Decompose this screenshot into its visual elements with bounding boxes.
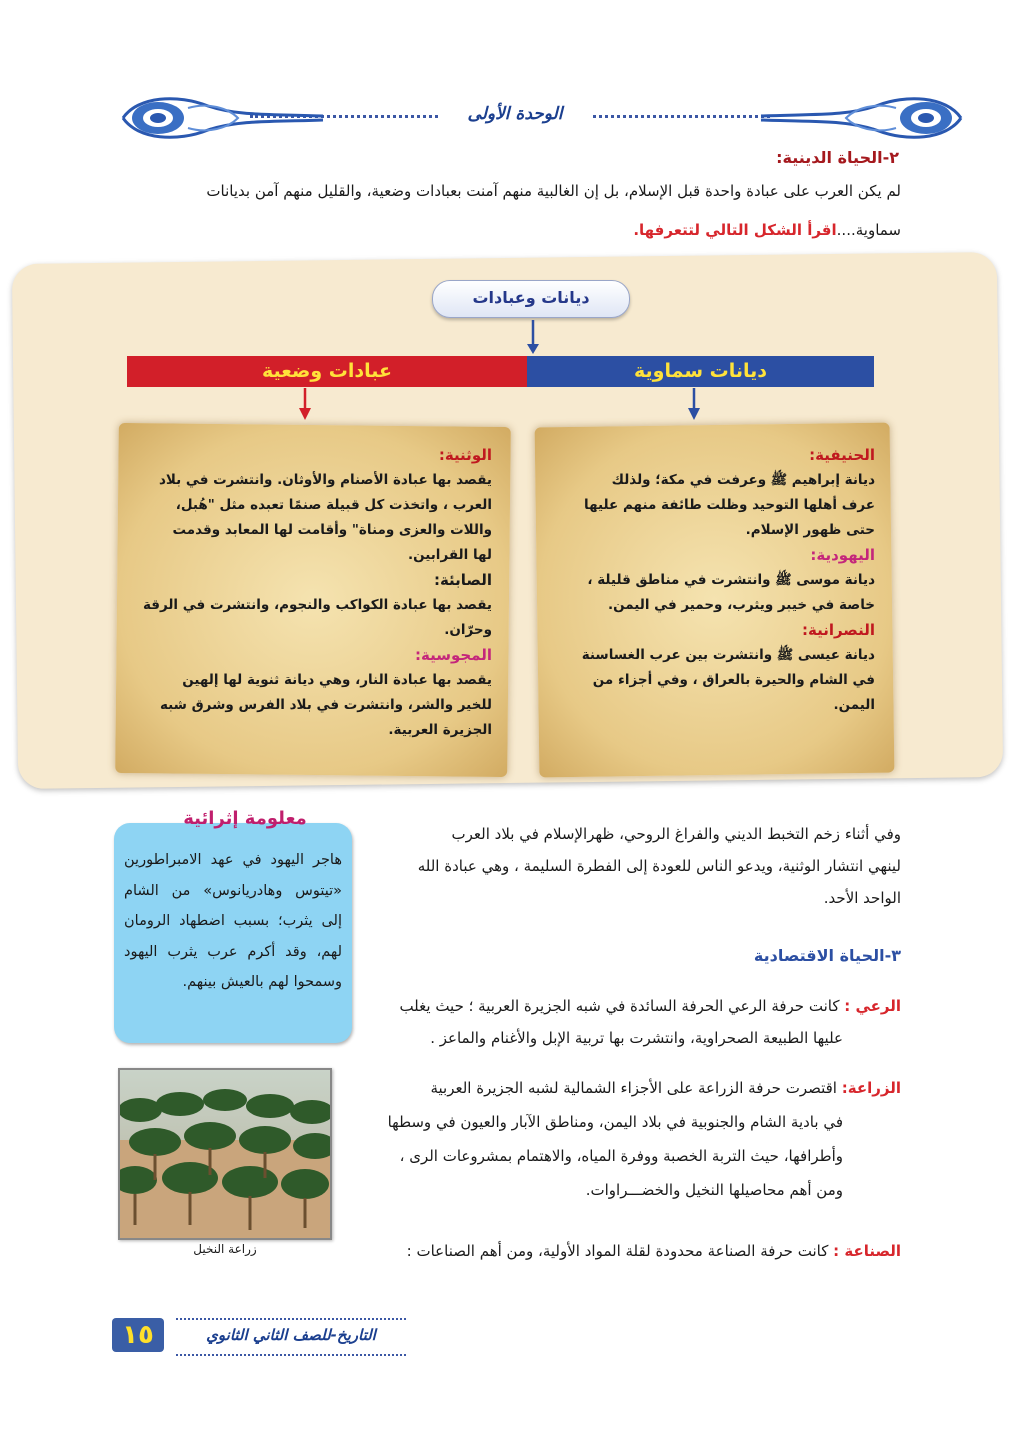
hanifiyya-title: الحنيفية: bbox=[809, 446, 875, 464]
christianity-line: ديانة عيسى ﷺ وانتشرت بين عرب الغساسنة bbox=[581, 647, 875, 663]
paganism-line: لها القرابين. bbox=[407, 547, 492, 563]
section-religious-line2 bbox=[633, 214, 901, 246]
agriculture-text: اقتصرت حرفة الزراعة على الأجزاء الشمالية لشبه الجزيرة العربية bbox=[430, 1079, 837, 1097]
section-religious-line1: لم يكن العرب على عبادة واحدة قبل الإسلام، بل إن الغالبية منهم آمنت بعبادات وضعية، والقليل منهم آمن بديانات bbox=[206, 182, 901, 200]
islam-intro-paragraph bbox=[381, 818, 901, 914]
enrichment-text: هاجر اليهود في عهد الامبراطورين «تيتوس وهادريانوس» من الشام إلى يثرب؛ بسبب اضطهاد الرومان لهم، وقد أكرم عرب يثرب اليهود وسمحوا لهم بالعيش بينهم. bbox=[124, 852, 342, 990]
intro-line: وفي أثناء زخم التخبط الديني والفراغ الروحي، ظهرالإسلام في بلاد العرب bbox=[451, 825, 901, 843]
industry-paragraph bbox=[407, 1235, 901, 1267]
industry-text: كانت حرفة الصناعة محدودة لقلة المواد الأولية، ومن أهم الصناعات : bbox=[406, 1242, 829, 1260]
industry-label: الصناعة : bbox=[833, 1242, 901, 1260]
footer-dotted-line-bottom bbox=[176, 1354, 406, 1356]
agriculture-line: وأطرافها، حيث التربة الخصبة ووفرة المياه، والاهتمام بمشروعات الرى ، bbox=[399, 1147, 843, 1165]
christianity-title: النصرانية: bbox=[801, 621, 875, 639]
agriculture-line bbox=[341, 1071, 901, 1105]
paganism-line: واللات والعزى ومناة" وأقامت لها المعابد وقدمت bbox=[172, 522, 492, 538]
page-number: ١٥ bbox=[112, 1318, 164, 1352]
zoroastrianism-line: للخير والشر، وانتشرت في بلاد الفرس وشرق شبه bbox=[159, 697, 492, 713]
palm-farming-photo bbox=[118, 1068, 332, 1240]
header-ornament-right bbox=[756, 92, 966, 144]
judaism-line: خاصة في خيبر ويثرب، وحمير في اليمن. bbox=[607, 597, 875, 613]
line2-text: سماوية.... bbox=[836, 221, 901, 239]
judaism-title: اليهودية: bbox=[810, 546, 875, 564]
hanifiyya-line: عرف أهلها التوحيد وظلت طائفة منهم عليها bbox=[584, 497, 875, 513]
agriculture-line: ومن أهم محاصيلها النخيل والخضـــراوات. bbox=[585, 1181, 843, 1199]
agriculture-line: في بادية الشام والجنوبية في بلاد اليمن، ومناطق الآبار والعيون في وسطها bbox=[387, 1113, 843, 1131]
agriculture-label: الزراعة: bbox=[841, 1079, 901, 1097]
manmade-worship-content bbox=[134, 443, 492, 743]
paganism-line: العرب ، واتخذت كل قبيلة صنمًا تعبده مثل "هُبل، bbox=[175, 497, 492, 513]
grazing-line: عليها الطبيعة الصحراوية، وانتشرت بها تربية الإبل والأغنام والماعز . bbox=[430, 1029, 843, 1047]
section-religious-title: ٢-الحياة الدينية: bbox=[776, 148, 899, 167]
hanifiyya-line: حتى ظهور الإسلام. bbox=[745, 522, 875, 538]
enrichment-title: معلومة إثرائية bbox=[183, 808, 307, 829]
grazing-line bbox=[361, 990, 901, 1022]
grazing-label: الرعي : bbox=[844, 997, 901, 1015]
branch-heavenly-religions: ديانات سماوية bbox=[527, 356, 874, 387]
paganism-title: الوثنية: bbox=[438, 446, 492, 464]
intro-line: الواحد الأحد. bbox=[823, 889, 901, 907]
zoroastrianism-title: المجوسية: bbox=[414, 646, 492, 664]
christianity-line: اليمن. bbox=[833, 697, 875, 713]
grazing-paragraph bbox=[361, 990, 901, 1054]
section-economic-title: ٣-الحياة الاقتصادية bbox=[753, 946, 901, 965]
photo-caption: زراعة النخيل bbox=[193, 1242, 257, 1256]
header-ornament-left bbox=[118, 92, 328, 144]
branch-manmade-worship: عبادات وضعية bbox=[127, 356, 527, 387]
paganism-line: يقصد بها عبادة الأصنام والأوثان. وانتشرت في بلاد bbox=[158, 472, 492, 488]
sabianism-line: وحرّان. bbox=[444, 622, 492, 638]
hanifiyya-line: ديانة إبراهيم ﷺ وعرفت في مكة؛ ولذلك bbox=[611, 472, 875, 488]
footer-dotted-line-top bbox=[176, 1318, 406, 1320]
diagram-root-node: ديانات وعبادات bbox=[432, 280, 630, 318]
christianity-line: في الشام والحيرة بالعراق ، وفي أجزاء من bbox=[592, 672, 875, 688]
sabianism-title: الصابئة: bbox=[433, 571, 492, 589]
read-diagram-prompt: اقرأ الشكل التالي لتتعرفها. bbox=[633, 221, 837, 239]
palm-trees-illustration bbox=[120, 1070, 330, 1238]
unit-title: الوحدة الأولى bbox=[440, 104, 590, 124]
agriculture-paragraph bbox=[341, 1071, 901, 1207]
zoroastrianism-line: الجزيرة العربية. bbox=[388, 722, 492, 738]
heavenly-religions-content bbox=[555, 443, 875, 718]
judaism-line: ديانة موسى ﷺ وانتشرت في مناطق قليلة ، bbox=[587, 572, 875, 588]
grazing-text: كانت حرفة الرعي الحرفة السائدة في شبه الجزيرة العربية ؛ حيث يغلب bbox=[399, 997, 840, 1015]
footer-book-title: التاريخ-للصف الثاني الثانوي bbox=[206, 1326, 376, 1344]
header-dotted-line-right bbox=[580, 115, 770, 118]
zoroastrianism-line: يقصد بها عبادة النار، وهي ديانة ثنوية لها إلهين bbox=[182, 672, 492, 688]
intro-line: لينهي انتشار الوثنية، ويدعو الناس للعودة إلى الفطرة السليمة ، وهي عبادة الله bbox=[417, 857, 901, 875]
sabianism-line: يقصد بها عبادة الكواكب والنجوم، وانتشرت في الرقة bbox=[142, 597, 492, 613]
